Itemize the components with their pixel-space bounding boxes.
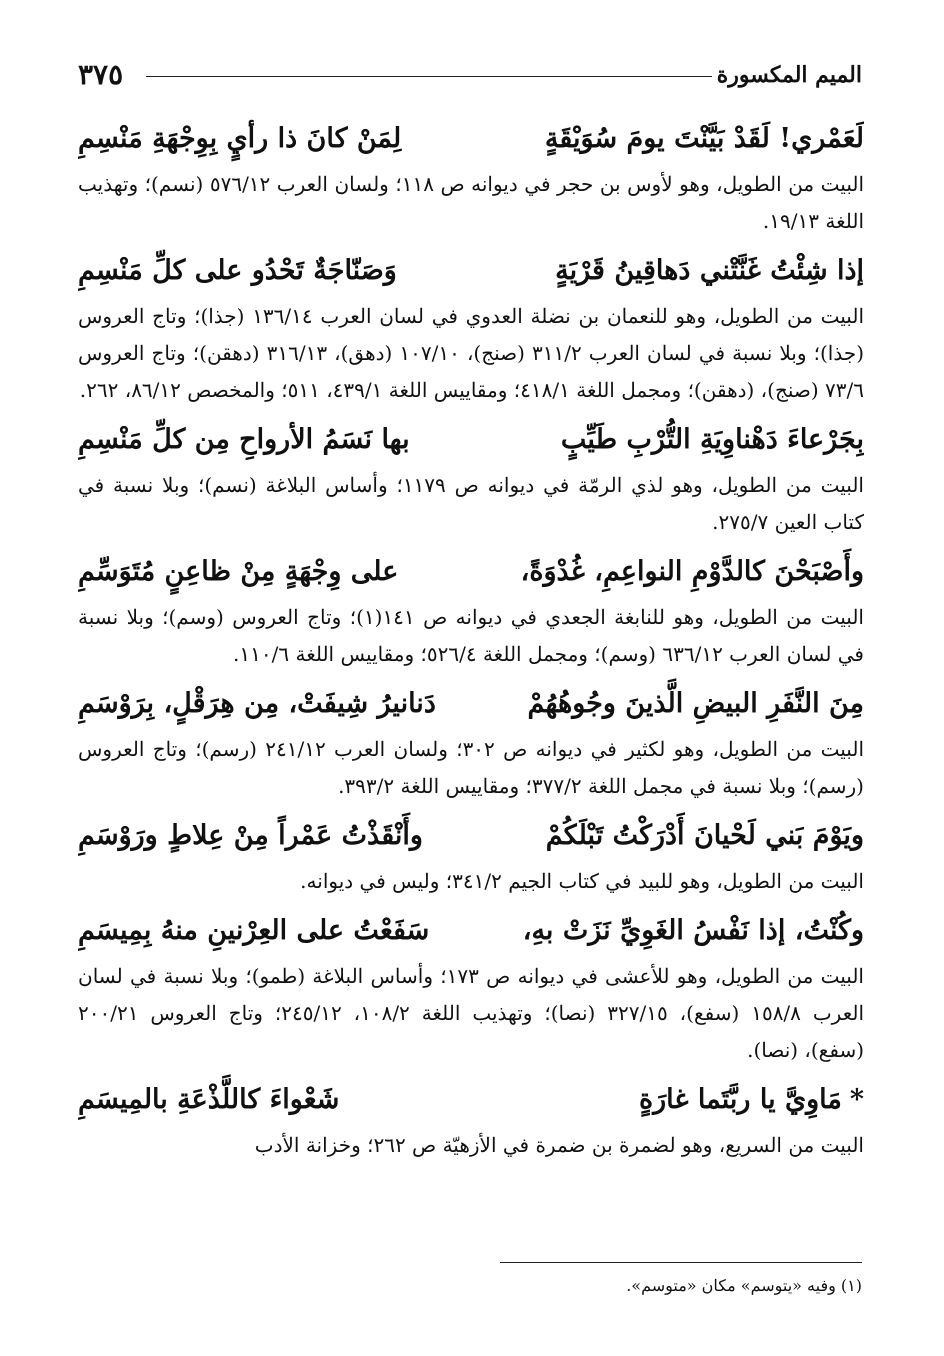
commentary: البيت من الطويل، وهو لكثير في ديوانه ص ٣٠٢؛ ولسان العرب ٢٤١/١٢ (رسم)؛ وتاج العروس (رسم)؛ وبلا نسبة في مجمل اللغة ٣٧٧/٢؛ ومقاييس اللغة ٣٩٣/٢. [78, 737, 864, 798]
entry [78, 904, 864, 1069]
running-title: الميم المكسورة [716, 62, 862, 88]
second-hemistich: سَفَعْتُ على العِرْنينِ منهُ بِمِيسَمِ [78, 915, 430, 946]
asterisk-marker: * [849, 1084, 864, 1115]
entry [78, 112, 864, 240]
entries [78, 112, 864, 1168]
second-hemistich: دَنانيرُ شِيفَتْ، مِن هِرَقْلٍ، بِرَوْسَمِ [78, 688, 436, 719]
commentary: البيت من الطويل، وهو للبيد في كتاب الجيم ٣٤١/٢؛ وليس في ديوانه. [300, 869, 864, 893]
commentary: البيت من الطويل، وهو لأوس بن حجر في ديوانه ص ١١٨؛ ولسان العرب ٥٧٦/١٢ (نسم)؛ وتهذيب اللغة ١٩/١٣. [78, 172, 864, 233]
footnote: (١) وفيه «يتوسم» مكان «متوسم». [626, 1276, 862, 1295]
verse [78, 244, 864, 298]
second-hemistich: بها نَسَمُ الأرواحِ مِن كلِّ مَنْسِمِ [78, 424, 410, 455]
entry [78, 244, 864, 409]
entry [78, 413, 864, 541]
commentary: البيت من الطويل، وهو للأعشى في ديوانه ص ١٧٣؛ وأساس البلاغة (طمو)؛ وبلا نسبة في لسان العرب ١٥٨/٨ (سفع)، ٣٢٧/١٥ (نصا)؛ وتهذيب اللغة ١٠٨/٢، ٢٤٥/١٢؛ وتاج العروس ٢٠٠/٢١ (سفع)، (نصا). [78, 964, 865, 1062]
verse [78, 677, 864, 731]
entry [78, 677, 864, 805]
entry [78, 1073, 864, 1164]
entry [78, 545, 864, 673]
first-hemistich: وكُنْتُ، إذا نَفْسُ الغَوِيِّ نَزَتْ بهِ، [522, 915, 864, 946]
second-hemistich: شَعْواءَ كاللَّذْعَةِ بالمِيسَمِ [78, 1084, 340, 1115]
page-header [78, 58, 862, 98]
commentary: البيت من الطويل، وهو لذي الرمّة في ديوانه ص ١١٧٩؛ وأساس البلاغة (نسم)؛ وبلا نسبة في كتاب العين ٢٧٥/٧. [78, 473, 864, 534]
first-hemistich: وأَصْبَحْنَ كالدَّوْمِ النواعِمِ، غُدْوَةً، [520, 556, 864, 587]
verse [78, 1073, 864, 1127]
first-hemistich: بِجَرْعاءَ دَهْناوِيَةِ التُّرْبِ طَيِّبٍ [560, 424, 864, 455]
verse [78, 413, 864, 467]
second-hemistich: على وِجْهَةٍ مِنْ ظاعِنٍ مُتَوَسِّمِ [78, 556, 399, 587]
footnote-rule [500, 1262, 862, 1263]
entry [78, 809, 864, 900]
first-hemistich: لَعَمْري! لَقَدْ بَيَّنْتَ يومَ سُوَيْقَةٍ [544, 123, 864, 154]
first-hemistich: إذا شِئْتُ غَنَّتْني دَهاقِينُ قَرْيَةٍ [555, 255, 864, 286]
header-rule [146, 76, 712, 77]
verse [78, 545, 864, 599]
commentary: البيت من الطويل، وهو للنابغة الجعدي في ديوانه ص ١٤١(١)؛ وتاج العروس (وسم)؛ وبلا نسبة في لسان العرب ٦٣٦/١٢ (وسم)؛ ومجمل اللغة ٥٢٦/٤؛ ومقاييس اللغة ١١٠/٦. [78, 605, 864, 666]
commentary: البيت من الطويل، وهو للنعمان بن نضلة العدوي في لسان العرب ١٣٦/١٤ (جذا)؛ وتاج العروس (جذا)؛ وبلا نسبة في لسان العرب ٣١١/٢ (صنج)، ١٠٧/١٠ (دهق)، ٣١٦/١٣ (دهقن)؛ وتاج العروس ٧٣/٦ (صنج)، (دهقن)؛ ومجمل اللغة ٤١٨/١؛ ومقاييس اللغة ٤٣٩/١، ٥١١؛ والمخصص ٨٦/١٢، ٢٦٢. [78, 304, 864, 402]
verse [78, 809, 864, 863]
first-hemistich-group [639, 1073, 864, 1127]
verse [78, 904, 864, 958]
page-number: ٣٧٥ [78, 58, 124, 91]
second-hemistich: لِمَنْ كانَ ذا رأيٍ بِوِجْهَةِ مَنْسِمِ [78, 123, 402, 154]
first-hemistich: مِنَ النَّفَرِ البيضِ الَّذينَ وجُوهُهُمْ [527, 688, 864, 719]
first-hemistich: مَاوِيَّ يا ربَّتَما غارَةٍ [639, 1084, 842, 1115]
first-hemistich: ويَوْمَ بَني لَحْيانَ أَدْرَكْتُ تَبْلَكُمْ [545, 820, 864, 851]
commentary: البيت من السريع، وهو لضمرة بن ضمرة في الأزهيّة ص ٢٦٢؛ وخزانة الأدب [254, 1133, 864, 1157]
second-hemistich: وَصَنّاجَةٌ تَحْدُو على كلِّ مَنْسِمِ [78, 255, 397, 286]
verse [78, 112, 864, 166]
second-hemistich: وأَنْقَذْتُ عَمْراً مِنْ عِلاطٍ ورَوْسَمِ [78, 820, 423, 851]
